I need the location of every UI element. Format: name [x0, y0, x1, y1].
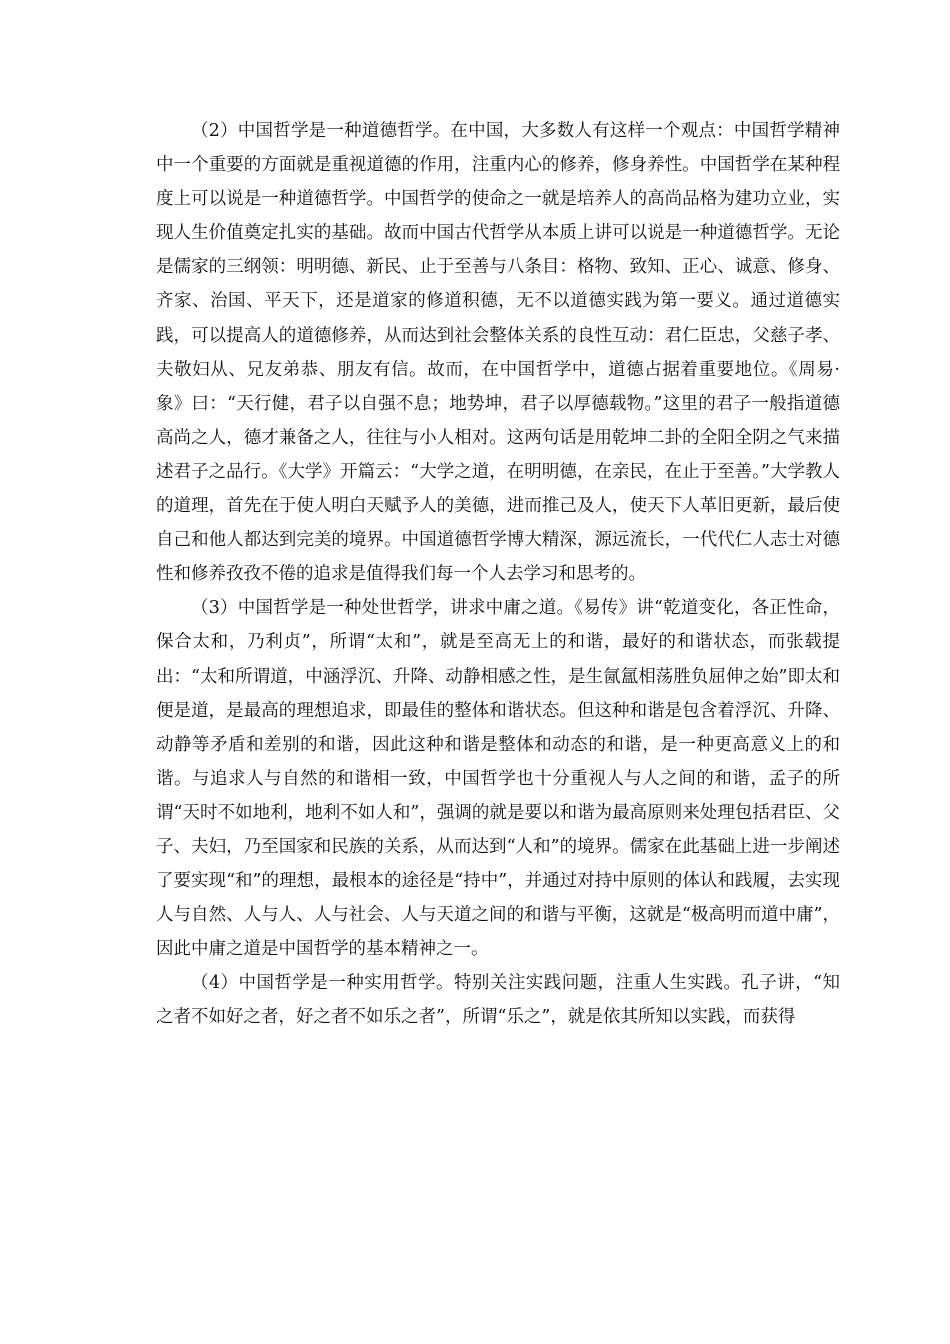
document-page [156, 114, 840, 1035]
paragraph-practical-philosophy: （4）中国哲学是一种实用哲学。特别关注实践问题，注重人生实践。孔子讲，“知之者不如好之者，好之者不如乐之者”，所谓“乐之”，就是依其所知以实践，而获得 [156, 973, 840, 1028]
paragraph-worldly-philosophy: （3）中国哲学是一种处世哲学，讲求中庸之道。《易传》讲“乾道变化，各正性命，保合太和，乃利贞”，所谓“太和”，就是至高无上的和谐，最好的和谐状态，而张载提出：“太和所谓道，中涵浮沉、升降、动静相感之性，是生氤氲相荡胜负屈伸之始”即太和便是道，是最高的理想追求，即最佳的整体和谐状态。但这种和谐是包含着浮沉、升降、动静等矛盾和差别的和谐，因此这种和谐是整体和动态的和谐，是一种更高意义上的和谐。与追求人与自然的和谐相一致，中国哲学也十分重视人与人之间的和谐，孟子的所谓“天时不如地利，地利不如人和”，强调的就是要以和谐为最高原则来处理包括君臣、父子、夫妇，乃至国家和民族的关系，从而达到“人和”的境界。儒家在此基础上进一步阐述了要实现“和”的理想，最根本的途径是“持中”，并通过对持中原则的体认和践履，去实现人与自然、人与人、人与社会、人与天道之间的和谐与平衡，这就是“极高明而道中庸”，因此中庸之道是中国哲学的基本精神之一。 [156, 598, 840, 960]
paragraph-moral-philosophy: （2）中国哲学是一种道德哲学。在中国，大多数人有这样一个观点：中国哲学精神中一个重要的方面就是重视道德的作用，注重内心的修养，修身养性。中国哲学在某种程度上可以说是一种道德哲学。中国哲学的使命之一就是培养人的高尚品格为建功立业，实现人生价值奠定扎实的基础。故而中国古代哲学从本质上讲可以说是一种道德哲学。无论是儒家的三纲领：明明德、新民、止于至善与八条目：格物、致知、正心、诚意、修身、齐家、治国、平天下，还是道家的修道积德，无不以道德实践为第一要义。通过道德实践，可以提高人的道德修养，从而达到社会整体关系的良性互动：君仁臣忠，父慈子孝、夫敬妇从、兄友弟恭、朋友有信。故而，在中国哲学中，道德占据着重要地位。《周易·象》曰：“天行健，君子以自强不息；地势坤，君子以厚德载物。”这里的君子一般指道德高尚之人，德才兼备之人，往往与小人相对。这两句话是用乾坤二卦的全阳全阴之气来描述君子之品行。《大学》开篇云：“大学之道，在明明德，在亲民，在止于至善。”大学教人的道理，首先在于使人明白天赋予人的美德，进而推己及人，使天下人革旧更新，最后使自己和他人都达到完美的境界。中国道德哲学博大精深，源远流长，一代代仁人志士对德性和修养孜孜不倦的追求是值得我们每一个人去学习和思考的。 [156, 121, 840, 585]
